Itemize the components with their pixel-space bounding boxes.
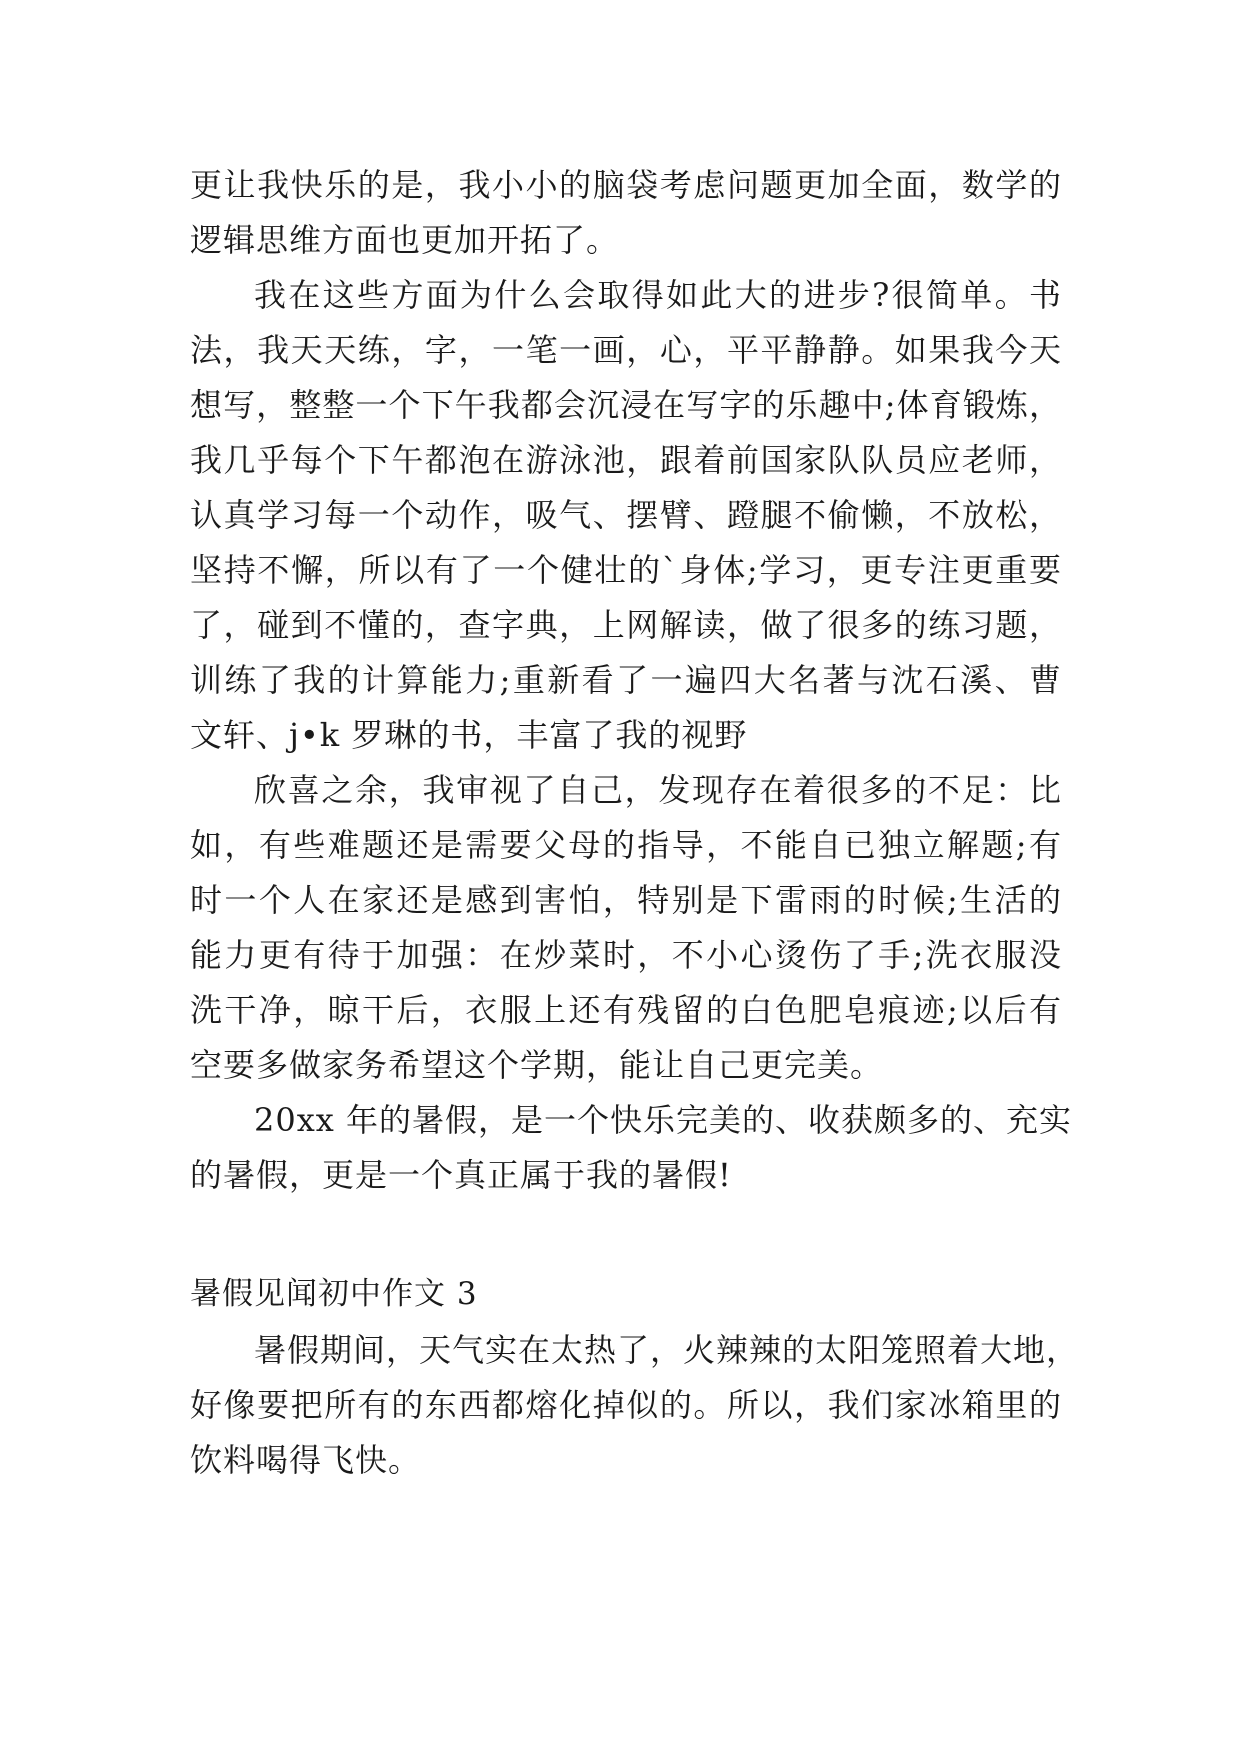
paragraph-line: 训练了我的计算能力;重新看了一遍四大名著与沈石溪、曹 <box>190 661 1062 699</box>
paragraph-line: 法，我天天练，字，一笔一画，心，平平静静。如果我今天 <box>190 331 1062 369</box>
paragraph-line: 时一个人在家还是感到害怕，特别是下雷雨的时候;生活的 <box>190 881 1062 919</box>
paragraph-line: 能力更有待于加强：在炒菜时，不小心烫伤了手;洗衣服没 <box>190 936 1062 974</box>
paragraph-line: 空要多做家务希望这个学期，能让自己更完美。 <box>190 1046 884 1084</box>
paragraph-line: 洗干净，晾干后，衣服上还有残留的白色肥皂痕迹;以后有 <box>190 991 1062 1029</box>
paragraph-line: 的暑假，更是一个真正属于我的暑假! <box>190 1156 732 1194</box>
paragraph-line: 20xx 年的暑假，是一个快乐完美的、收获颇多的、充实 <box>254 1101 1072 1139</box>
paragraph-line: 认真学习每一个动作，吸气、摆臂、蹬腿不偷懒，不放松， <box>190 496 1062 534</box>
paragraph-line: 如，有些难题还是需要父母的指导，不能自已独立解题;有 <box>190 826 1062 864</box>
paragraph-line: 更让我快乐的是，我小小的脑袋考虑问题更加全面，数学的 <box>190 166 1062 204</box>
paragraph-line: 我几乎每个下午都泡在游泳池，跟着前国家队队员应老师， <box>190 441 1062 479</box>
paragraph-line: 逻辑思维方面也更加开拓了。 <box>190 221 620 259</box>
paragraph-line: 欣喜之余，我审视了自己，发现存在着很多的不足：比 <box>254 771 1062 809</box>
paragraph-line: 我在这些方面为什么会取得如此大的进步?很简单。书 <box>254 276 1062 314</box>
paragraph-line: 好像要把所有的东西都熔化掉似的。所以，我们家冰箱里的 <box>190 1386 1062 1424</box>
paragraph-line: 饮料喝得飞快。 <box>190 1441 422 1479</box>
essay-title: 暑假见闻初中作文 3 <box>190 1276 478 1312</box>
paragraph-line: 想写，整整一个下午我都会沉浸在写字的乐趣中;体育锻炼， <box>190 386 1062 424</box>
paragraph-line: 暑假期间，天气实在太热了，火辣辣的太阳笼照着大地， <box>254 1331 1080 1369</box>
paragraph-line: 了，碰到不懂的，查字典，上网解读，做了很多的练习题， <box>190 606 1062 644</box>
paragraph-line: 坚持不懈，所以有了一个健壮的`身体;学习，更专注更重要 <box>190 551 1062 589</box>
paragraph-line: 文轩、j•k 罗琳的书，丰富了我的视野 <box>190 716 748 754</box>
